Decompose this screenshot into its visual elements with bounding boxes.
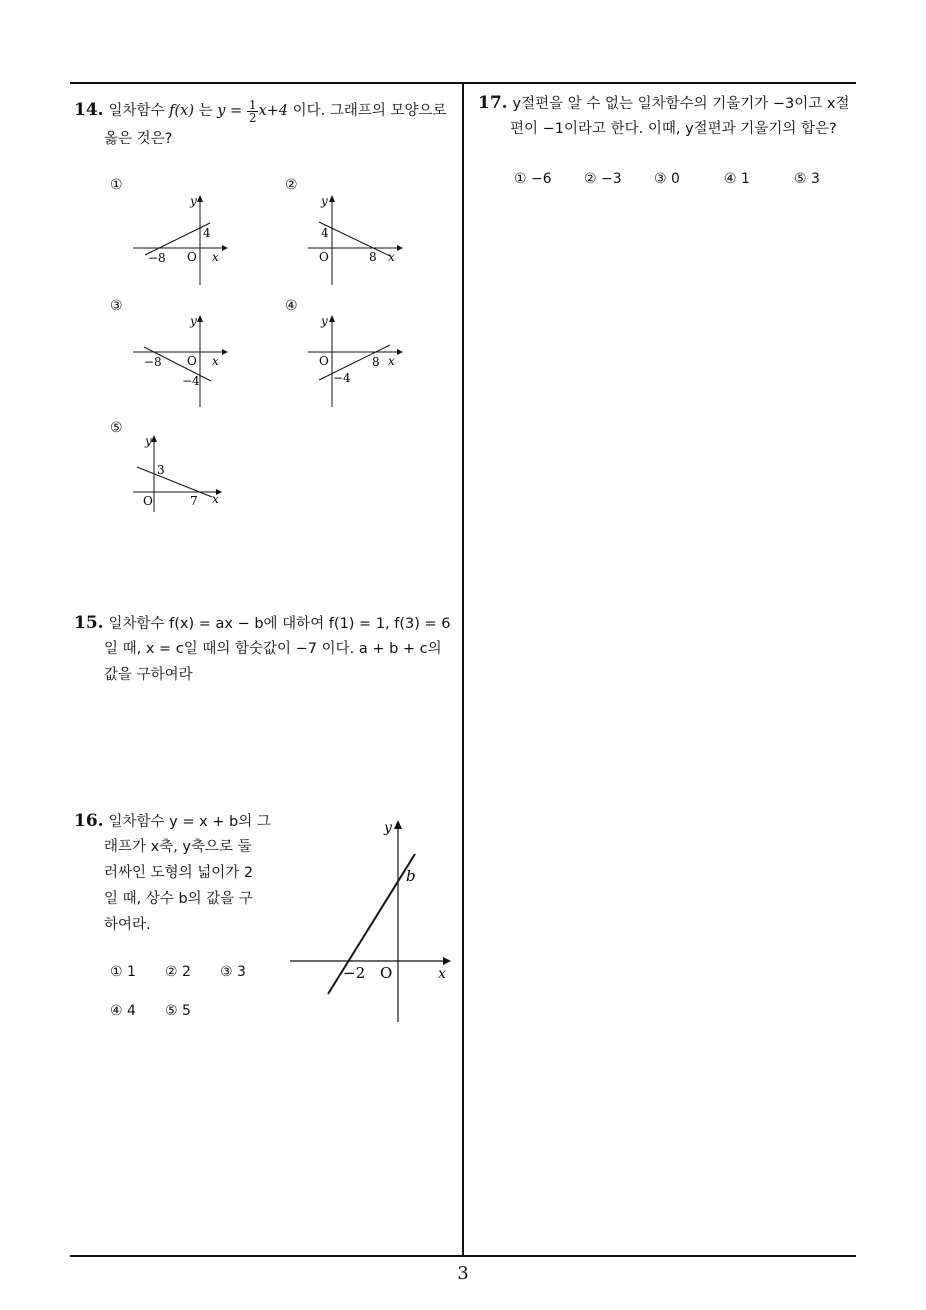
q14-choice-4-graph[interactable] [305, 312, 405, 412]
question-14 [74, 97, 459, 124]
label-4: 4 [321, 226, 329, 240]
label-y: y [321, 314, 328, 328]
label-origin: O [319, 250, 329, 264]
label-origin: O [143, 494, 153, 508]
q14-eq-rhs: x+4 [258, 103, 289, 119]
label-y: y [145, 434, 152, 448]
x-axis-arrow [397, 349, 403, 355]
label-neg8: −8 [148, 251, 166, 265]
q14-choice-5-mark[interactable]: ⑤ [110, 420, 123, 436]
label-x: x [212, 354, 219, 368]
q16-line2: 래프가 x축, y축으로 둘 [104, 839, 252, 855]
q16-choice-5[interactable]: ⑤ 5 [165, 1003, 191, 1019]
q15-line2: 일 때, x = c일 때의 함숫값이 −7 이다. a + b + c의 [104, 641, 442, 657]
label-x: x [438, 966, 446, 982]
label-4: 4 [203, 226, 211, 240]
label-origin: O [187, 354, 197, 368]
q14-fx: f(x) [169, 103, 195, 119]
label-neg4: −4 [333, 371, 351, 385]
question-number: 17. [478, 93, 508, 113]
label-x: x [388, 250, 395, 264]
q14-choice-3-graph[interactable] [130, 312, 230, 412]
label-neg2: −2 [343, 964, 366, 982]
label-y: y [190, 194, 197, 208]
q15-line3: 값을 구하여라 [104, 667, 193, 683]
question-number: 16. [74, 811, 104, 831]
q16-choice-2[interactable]: ② 2 [165, 964, 191, 980]
question-17 [478, 90, 858, 117]
column-divider [462, 82, 464, 1256]
y-axis-arrow [394, 820, 402, 829]
q14-eq-lhs: y = [217, 103, 243, 119]
label-3: 3 [157, 463, 165, 477]
q17-choice-4[interactable]: ④ 1 [724, 171, 750, 187]
question-15 [74, 610, 459, 637]
q14-text-post: 이다. 그래프의 모양으로 [292, 103, 447, 119]
label-8: 8 [372, 355, 380, 369]
q16-line1: 일차함수 y = x + b의 그 [108, 814, 271, 830]
q16-choice-3[interactable]: ③ 3 [220, 964, 246, 980]
x-axis-arrow [443, 957, 451, 965]
q16-choice-4[interactable]: ④ 4 [110, 1003, 136, 1019]
label-y: y [321, 194, 328, 208]
q16-line5: 하여라. [104, 917, 151, 933]
question-16 [74, 808, 274, 835]
label-origin: O [380, 964, 393, 982]
q17-line2: 편이 −1이라고 한다. 이때, y절편과 기울기의 합은? [510, 121, 837, 137]
q14-fraction [247, 99, 259, 124]
label-y: y [190, 314, 197, 328]
label-x: x [212, 492, 219, 506]
q14-choice-1-mark[interactable]: ① [110, 177, 123, 193]
q14-choice-1-graph[interactable] [130, 190, 230, 290]
x-axis-arrow [222, 349, 228, 355]
q16-line3: 러싸인 도형의 넓이가 2 [104, 865, 254, 881]
q16-choice-1[interactable]: ① 1 [110, 964, 136, 980]
q17-choice-3[interactable]: ③ 0 [654, 171, 680, 187]
q16-line4: 일 때, 상수 b의 값을 구 [104, 891, 253, 907]
fraction-denominator: 2 [248, 110, 257, 125]
fraction-numerator: 1 [248, 97, 257, 112]
q14-text-pre: 일차함수 [108, 103, 165, 119]
y-axis-arrow [329, 315, 335, 322]
q14-choice-4-mark[interactable]: ④ [285, 298, 298, 314]
q17-choice-2[interactable]: ② −3 [584, 171, 622, 187]
graph-line [319, 222, 390, 256]
y-axis-arrow [151, 435, 157, 442]
q17-line1: y절편을 알 수 없는 일차함수의 기울기가 −3이고 x절 [512, 96, 850, 112]
label-8: 8 [369, 250, 377, 264]
label-x: x [388, 354, 395, 368]
label-origin: O [319, 354, 329, 368]
q14-choice-3-mark[interactable]: ③ [110, 298, 123, 314]
label-x: x [212, 250, 219, 264]
q14-choice-5-graph[interactable] [130, 432, 230, 517]
q16-graph [285, 812, 460, 1027]
page-number: 3 [457, 1263, 469, 1284]
q14-choice-2-graph[interactable] [305, 190, 405, 290]
label-neg8: −8 [144, 355, 162, 369]
label-b: b [406, 867, 416, 885]
x-axis-arrow [222, 245, 228, 251]
label-neg4: −4 [182, 374, 200, 388]
question-number: 14. [74, 100, 104, 120]
y-axis-arrow [329, 195, 335, 202]
q17-choice-1[interactable]: ① −6 [514, 171, 552, 187]
q15-line1: 일차함수 f(x) = ax − b에 대하여 f(1) = 1, f(3) = 6 [108, 616, 451, 632]
q14-text-mid: 는 [198, 103, 213, 119]
x-axis-arrow [397, 245, 403, 251]
label-y: y [384, 820, 392, 836]
q14-choice-2-mark[interactable]: ② [285, 177, 298, 193]
q14-text-line2: 옳은 것은? [104, 131, 173, 147]
y-axis-arrow [197, 195, 203, 202]
label-origin: O [187, 250, 197, 264]
question-number: 15. [74, 613, 104, 633]
label-7: 7 [190, 494, 198, 508]
q17-choice-5[interactable]: ⑤ 3 [794, 171, 820, 187]
graph-line [328, 854, 415, 994]
y-axis-arrow [197, 315, 203, 322]
